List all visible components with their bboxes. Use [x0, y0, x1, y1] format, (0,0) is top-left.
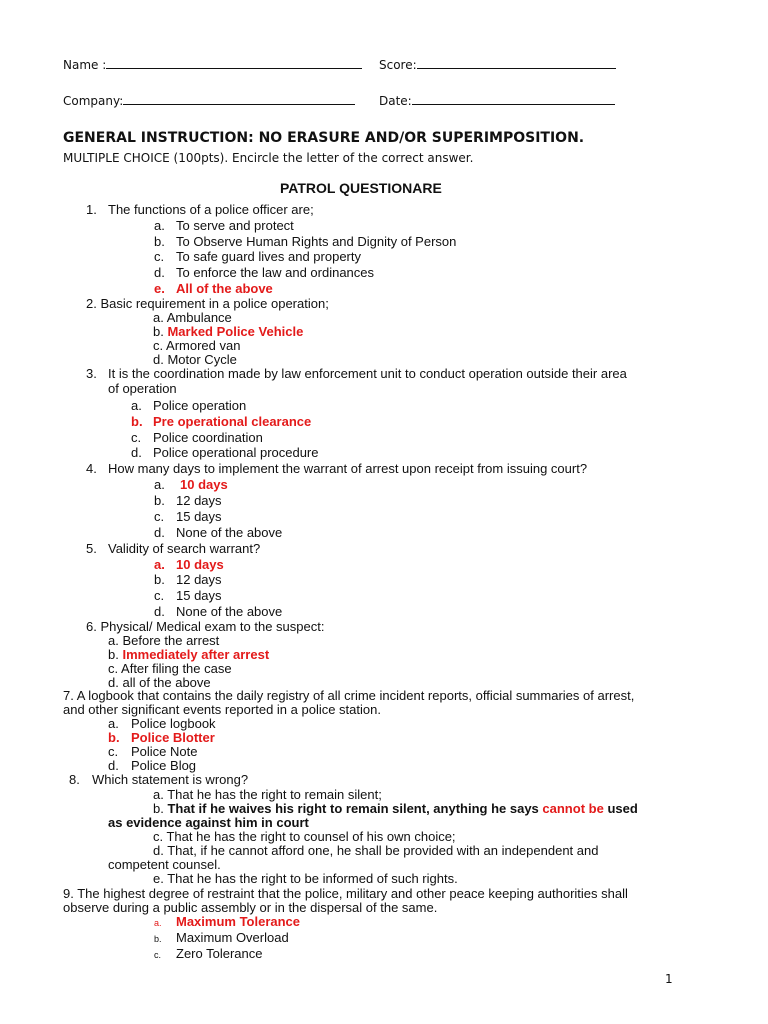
- q8-option-d-line1: d. That, if he cannot afford one, he shall be provided with an independent and: [153, 843, 599, 858]
- q7-option-b-letter: b.: [108, 730, 120, 745]
- q4-option-a-answer: 10 days: [180, 477, 228, 492]
- q7-text-line1: 7. A logbook that contains the daily registry of all crime incident reports, official summaries of arrest,: [63, 688, 635, 703]
- q2-option-a: a. Ambulance: [153, 310, 232, 325]
- page-title: PATROL QUESTIONARE: [280, 180, 442, 196]
- score-field: [379, 57, 616, 72]
- q7-option-d-letter: d.: [108, 758, 119, 773]
- q2-option-b-answer: Marked Police Vehicle: [167, 324, 304, 339]
- page-number: 1: [665, 972, 673, 986]
- q1-option-b: To Observe Human Rights and Dignity of Person: [176, 234, 457, 249]
- name-blank: [106, 57, 362, 69]
- name-label: Name :: [63, 58, 107, 72]
- q9-option-a-answer: Maximum Tolerance: [176, 914, 301, 929]
- q4-text: How many days to implement the warrant of arrest upon receipt from issuing court?: [108, 461, 588, 476]
- company-label: Company:: [63, 94, 124, 108]
- q3-text-line2: of operation: [108, 381, 177, 396]
- name-field: [63, 57, 362, 72]
- q4-option-c: 15 days: [176, 509, 222, 524]
- q8-number: 8.: [69, 772, 80, 787]
- q6-option-b-answer: Immediately after arrest: [122, 647, 270, 662]
- q5-option-c: 15 days: [176, 588, 222, 603]
- q5-option-a-answer: 10 days: [176, 557, 224, 572]
- q8-option-e: e. That he has the right to be informed of such rights.: [153, 871, 458, 886]
- q4-number: 4.: [86, 461, 97, 476]
- q6-option-b: b. Immediately after arrest: [108, 647, 270, 662]
- score-blank: [417, 57, 616, 69]
- date-blank: [412, 93, 615, 105]
- q8-option-b-line2: as evidence against him in court: [108, 815, 309, 830]
- q4-option-c-letter: c.: [154, 509, 165, 524]
- q1-option-a-letter: a.: [154, 218, 165, 233]
- q4-option-b-letter: b.: [154, 493, 165, 508]
- q9-text-line1: 9. The highest degree of restraint that the police, military and other peace keeping authorities shall: [63, 886, 628, 901]
- score-label: Score:: [379, 58, 417, 72]
- q2-option-d: d. Motor Cycle: [153, 352, 237, 367]
- q8-text: Which statement is wrong?: [92, 772, 249, 787]
- q1-option-d-letter: d.: [154, 265, 165, 280]
- q1-text: The functions of a police officer are;: [108, 202, 314, 217]
- q1-option-c-letter: c.: [154, 249, 165, 264]
- general-instruction: GENERAL INSTRUCTION: NO ERASURE AND/OR SUPERIMPOSITION.: [63, 130, 585, 146]
- q3-number: 3.: [86, 366, 97, 381]
- q1-number: 1.: [86, 202, 97, 217]
- q9-option-b: Maximum Overload: [176, 930, 289, 945]
- q7-option-b-answer: Police Blotter: [131, 730, 215, 745]
- q3-option-c: Police coordination: [153, 430, 263, 445]
- q3-option-b-answer: Pre operational clearance: [153, 414, 312, 429]
- q6-option-d: d. all of the above: [108, 675, 211, 690]
- q9-text-line2: observe during a public assembly or in the dispersal of the same.: [63, 900, 438, 915]
- q8-option-b-highlight: cannot be: [542, 801, 604, 816]
- q7-option-a: Police logbook: [131, 716, 216, 731]
- q7-option-c-letter: c.: [108, 744, 119, 759]
- q5-text: Validity of search warrant?: [108, 541, 261, 556]
- q7-option-c: Police Note: [131, 744, 198, 759]
- company-field: [63, 93, 355, 108]
- q1-option-d: To enforce the law and ordinances: [176, 265, 375, 280]
- q5-option-c-letter: c.: [154, 588, 165, 603]
- q9-option-c: Zero Tolerance: [176, 946, 263, 961]
- q8-option-a: a. That he has the right to remain silent;: [153, 787, 382, 802]
- q6-option-a: a. Before the arrest: [108, 633, 220, 648]
- q7-option-d: Police Blog: [131, 758, 197, 773]
- q1-option-b-letter: b.: [154, 234, 165, 249]
- q1-option-e-letter: e.: [154, 281, 165, 296]
- q8-option-c: c. That he has the right to counsel of his own choice;: [153, 829, 456, 844]
- q3-option-d-letter: d.: [131, 445, 142, 460]
- q7-text-line2: and other significant events reported in a police station.: [63, 702, 381, 717]
- q2-text: 2. Basic requirement in a police operation;: [86, 296, 329, 311]
- q4-option-b: 12 days: [176, 493, 222, 508]
- q3-option-d: Police operational procedure: [153, 445, 319, 460]
- q2-option-b: b. Marked Police Vehicle: [153, 324, 304, 339]
- q4-option-a-letter: a.: [154, 477, 165, 492]
- q3-option-a-letter: a.: [131, 398, 142, 413]
- q8-option-d-line2: competent counsel.: [108, 857, 221, 872]
- q4-option-d: None of the above: [176, 525, 283, 540]
- q1-option-c: To safe guard lives and property: [176, 249, 361, 264]
- multiple-choice-instruction: MULTIPLE CHOICE (100pts). Encircle the letter of the correct answer.: [63, 151, 474, 165]
- company-blank: [123, 93, 355, 105]
- q5-option-d: None of the above: [176, 604, 283, 619]
- q9-option-c-letter: c.: [154, 950, 162, 960]
- q9-option-a-letter: a.: [154, 918, 162, 928]
- q5-option-b-letter: b.: [154, 572, 165, 587]
- q3-option-b-letter: b.: [131, 414, 143, 429]
- q6-text: 6. Physical/ Medical exam to the suspect:: [86, 619, 325, 634]
- q3-option-a: Police operation: [153, 398, 247, 413]
- q3-text-line1: It is the coordination made by law enforcement unit to conduct operation outside their area: [108, 366, 627, 381]
- q5-option-a-letter: a.: [154, 557, 165, 572]
- q6-option-c: c. After filing the case: [108, 661, 232, 676]
- q4-option-d-letter: d.: [154, 525, 165, 540]
- q9-option-b-letter: b.: [154, 934, 162, 944]
- date-field: [379, 93, 615, 108]
- q8-option-b: b. That if he waives his right to remain silent, anything he says cannot be used: [153, 801, 638, 816]
- q5-option-b: 12 days: [176, 572, 222, 587]
- q5-option-d-letter: d.: [154, 604, 165, 619]
- q5-number: 5.: [86, 541, 97, 556]
- q3-option-c-letter: c.: [131, 430, 142, 445]
- date-label: Date:: [379, 94, 412, 108]
- q2-option-c: c. Armored van: [153, 338, 241, 353]
- q1-option-e-answer: All of the above: [176, 281, 273, 296]
- q1-option-a: To serve and protect: [176, 218, 294, 233]
- q7-option-a-letter: a.: [108, 716, 119, 731]
